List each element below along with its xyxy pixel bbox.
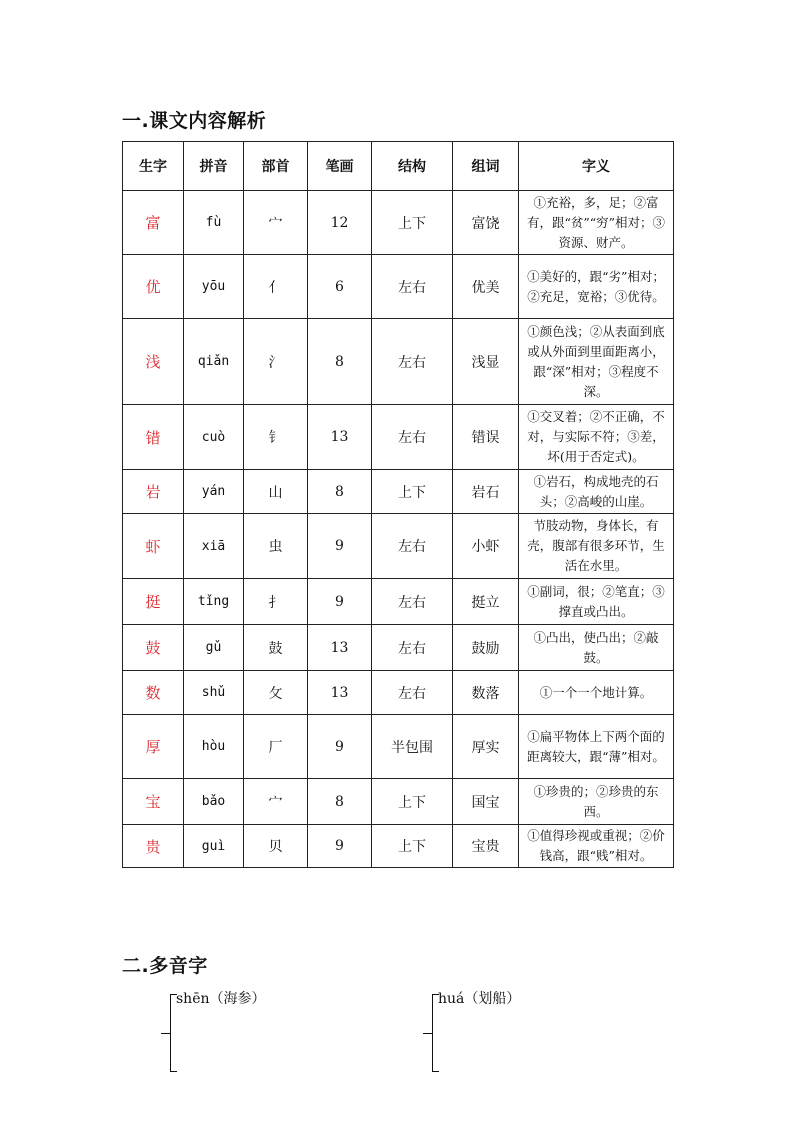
- cell-strokes: 8: [308, 779, 372, 825]
- cell-pinyin: bǎo: [184, 779, 244, 825]
- cell-pinyin: cuò: [184, 405, 244, 470]
- table-row: [123, 405, 674, 470]
- cell-pinyin: qiǎn: [184, 319, 244, 405]
- cell-char: 富: [123, 191, 184, 255]
- polyphone-group-2: [410, 988, 590, 1074]
- cell-pinyin: guì: [184, 825, 244, 868]
- cell-word: 浅显: [453, 319, 519, 405]
- cell-structure: 上下: [372, 825, 453, 868]
- cell-meaning: ①凸出，使凸出；②敲鼓。: [519, 625, 674, 671]
- cell-structure: 左右: [372, 405, 453, 470]
- cell-meaning: ①颜色浅；②从表面到底或从外面到里面距离小，跟“深”相对；③程度不深。: [519, 319, 674, 405]
- cell-meaning: ①充裕，多，足；②富有，跟“贫”“穷”相对；③资源、财产。: [519, 191, 674, 255]
- cell-word: 国宝: [453, 779, 519, 825]
- cell-radical: 钅: [244, 405, 308, 470]
- table-row: [123, 579, 674, 625]
- cell-char: 数: [123, 671, 184, 715]
- table-row: [123, 514, 674, 579]
- cell-char: 宝: [123, 779, 184, 825]
- cell-pinyin: tǐng: [184, 579, 244, 625]
- cell-radical: 亻: [244, 255, 308, 319]
- cell-word: 错误: [453, 405, 519, 470]
- cell-word: 小虾: [453, 514, 519, 579]
- cell-char: 挺: [123, 579, 184, 625]
- cell-radical: 贝: [244, 825, 308, 868]
- cell-meaning: ①扁平物体上下两个面的距离较大，跟“薄”相对。: [519, 715, 674, 779]
- cell-strokes: 13: [308, 625, 372, 671]
- col-header-structure: 结构: [372, 142, 453, 191]
- cell-word: 富饶: [453, 191, 519, 255]
- cell-char: 优: [123, 255, 184, 319]
- cell-word: 鼓励: [453, 625, 519, 671]
- table-row: [123, 470, 674, 514]
- vocab-table: [122, 141, 674, 868]
- cell-meaning: ①副词，很；②笔直；③撑直或凸出。: [519, 579, 674, 625]
- cell-structure: 左右: [372, 255, 453, 319]
- cell-radical: 虫: [244, 514, 308, 579]
- cell-meaning: 节肢动物，身体长，有壳，腹部有很多环节，生活在水里。: [519, 514, 674, 579]
- table-row: [123, 191, 674, 255]
- cell-word: 厚实: [453, 715, 519, 779]
- cell-pinyin: hòu: [184, 715, 244, 779]
- col-header-char: 生字: [123, 142, 184, 191]
- cell-structure: 上下: [372, 470, 453, 514]
- cell-pinyin: shǔ: [184, 671, 244, 715]
- table-row: [123, 671, 674, 715]
- cell-strokes: 8: [308, 319, 372, 405]
- cell-structure: 上下: [372, 779, 453, 825]
- cell-radical: 宀: [244, 779, 308, 825]
- polyphone-reading: shēn（海参）: [176, 991, 266, 1007]
- cell-meaning: ①一个一个地计算。: [519, 671, 674, 715]
- cell-word: 岩石: [453, 470, 519, 514]
- cell-pinyin: xiā: [184, 514, 244, 579]
- cell-radical: 宀: [244, 191, 308, 255]
- cell-structure: 上下: [372, 191, 453, 255]
- cell-structure: 左右: [372, 579, 453, 625]
- table-row: [123, 625, 674, 671]
- cell-structure: 半包围: [372, 715, 453, 779]
- cell-char: 贵: [123, 825, 184, 868]
- cell-strokes: 9: [308, 715, 372, 779]
- cell-strokes: 8: [308, 470, 372, 514]
- cell-char: 错: [123, 405, 184, 470]
- cell-pinyin: gǔ: [184, 625, 244, 671]
- polyphone-group-1: [148, 988, 328, 1074]
- cell-structure: 左右: [372, 514, 453, 579]
- cell-meaning: ①值得珍视或重视；②价钱高，跟“贱”相对。: [519, 825, 674, 868]
- col-header-word: 组词: [453, 142, 519, 191]
- cell-strokes: 9: [308, 579, 372, 625]
- table-row: [123, 779, 674, 825]
- cell-radical: 扌: [244, 579, 308, 625]
- cell-meaning: ①美好的，跟“劣”相对；②充足，宽裕；③优待。: [519, 255, 674, 319]
- cell-pinyin: yōu: [184, 255, 244, 319]
- cell-word: 优美: [453, 255, 519, 319]
- table-row: [123, 255, 674, 319]
- cell-strokes: 12: [308, 191, 372, 255]
- section-title-polyphones: 二.多音字: [122, 955, 208, 977]
- cell-radical: 氵: [244, 319, 308, 405]
- cell-meaning: ①岩石，构成地壳的石头；②高峻的山崖。: [519, 470, 674, 514]
- cell-char: 岩: [123, 470, 184, 514]
- col-header-pinyin: 拼音: [184, 142, 244, 191]
- table-row: [123, 319, 674, 405]
- cell-pinyin: fù: [184, 191, 244, 255]
- cell-char: 鼓: [123, 625, 184, 671]
- col-header-strokes: 笔画: [308, 142, 372, 191]
- cell-meaning: ①交叉着；②不正确，不对，与实际不符；③差，坏(用于否定式)。: [519, 405, 674, 470]
- cell-strokes: 9: [308, 825, 372, 868]
- section-title-lesson-analysis: 一.课文内容解析: [122, 110, 267, 132]
- cell-radical: 攵: [244, 671, 308, 715]
- table-row: [123, 825, 674, 868]
- polyphone-reading: huá（划船）: [438, 991, 521, 1007]
- table-row: [123, 715, 674, 779]
- col-header-radical: 部首: [244, 142, 308, 191]
- cell-word: 数落: [453, 671, 519, 715]
- cell-radical: 鼓: [244, 625, 308, 671]
- cell-structure: 左右: [372, 319, 453, 405]
- table-header-row: [123, 142, 674, 191]
- cell-char: 虾: [123, 514, 184, 579]
- cell-char: 厚: [123, 715, 184, 779]
- cell-strokes: 9: [308, 514, 372, 579]
- cell-word: 宝贵: [453, 825, 519, 868]
- cell-pinyin: yán: [184, 470, 244, 514]
- cell-char: 浅: [123, 319, 184, 405]
- col-header-meaning: 字义: [519, 142, 674, 191]
- cell-strokes: 13: [308, 405, 372, 470]
- cell-strokes: 13: [308, 671, 372, 715]
- cell-structure: 左右: [372, 625, 453, 671]
- cell-radical: 山: [244, 470, 308, 514]
- cell-meaning: ①珍贵的；②珍贵的东西。: [519, 779, 674, 825]
- cell-radical: 厂: [244, 715, 308, 779]
- cell-structure: 左右: [372, 671, 453, 715]
- cell-word: 挺立: [453, 579, 519, 625]
- cell-strokes: 6: [308, 255, 372, 319]
